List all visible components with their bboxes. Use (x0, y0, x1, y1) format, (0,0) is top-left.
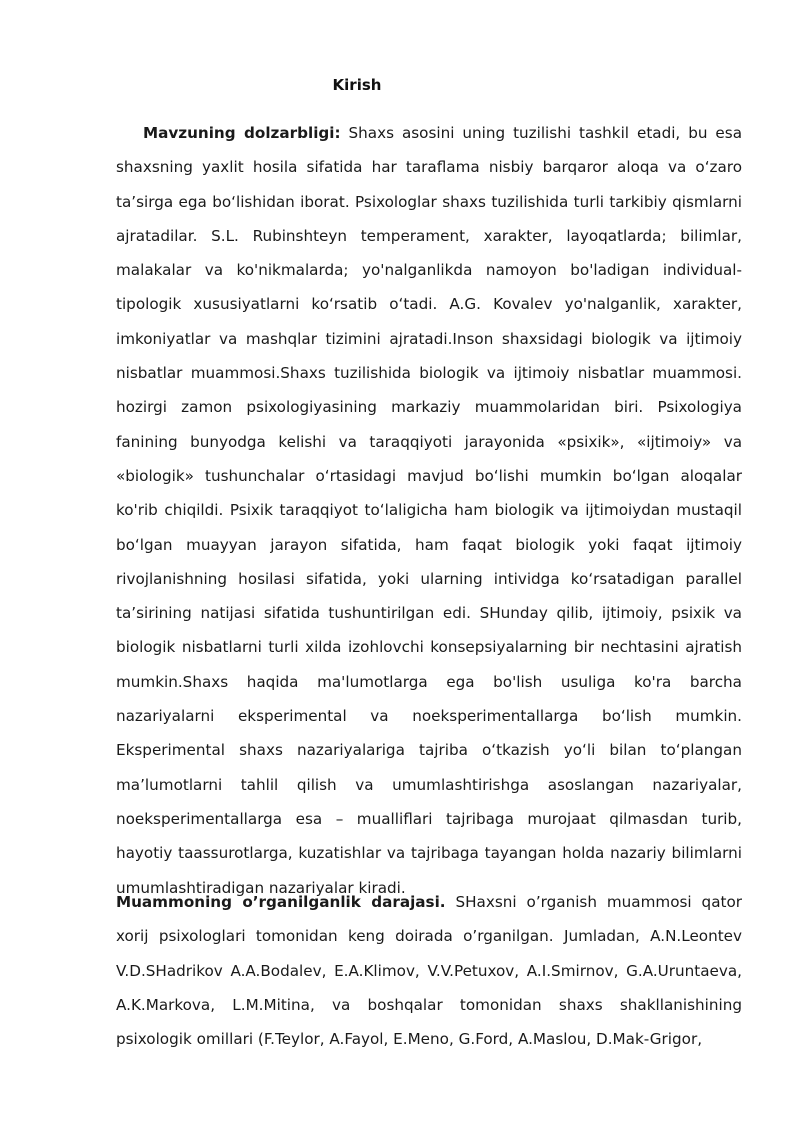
paragraph-relevance (116, 116, 742, 905)
paragraph-text-relevance: Shaxs asosini uning tuzilishi tashkil etadi, bu esa shaxsning yaxlit hosila sifatida har taraflama nisbiy barqaror aloqa va o‘zaro ta’sirga ega bo‘lishidan iborat. Psixologlar shaxs tuzilishida turli tarkibiy qismlarni ajratadilar. S.L. Rubinshteyn temperament, xarakter, layoqatlarda; bilimlar, malakalar va ko'nikmalarda; yo'nalganlikda namoyon bo'ladigan individual-tipologik xususiyatlarni koʻrsatib oʻtadi. A.G. Kovalev yo'nalganlik, xarakter, imkoniyatlar va mashqlar tizimini ajratadi.Inson shaxsidagi biologik va ijtimoiy nisbatlar muammosi.Shaxs tuzilishida biologik va ijtimoiy nisbatlar muammosi. hozirgi zamon psixologiyasining markaziy muammolaridan biri. Psixologiya fanining bunyodga kelishi va taraqqiyoti jarayonida «psixik», «ijtimoiy» va «biologik» tushunchalar oʻrtasidagi mavjud boʻlishi mumkin boʻlgan aloqalar ko'rib chiqildi. Psixik taraqqiyot toʻlaligicha ham biologik va ijtimoiydan mustaqil boʻlgan muayyan jarayon sifatida, ham faqat biologik yoki faqat ijtimoiy rivojlanishning hosilasi sifatida, yoki ularning intividga koʻrsatadigan parallel taʼsirining natijasi sifatida tushuntirilgan edi. SHunday qilib, ijtimoiy, psixik va biologik nisbatlarni turli xilda izohlovchi konsepsiyalarning bir nechtasini ajratish mumkin.Shaxs haqida ma'lumotlarga ega bo'lish usuliga ko'ra barcha nazariyalarni eksperimental va noeksperimentallarga boʻlish mumkin. Eksperimental shaxs nazariyalariga tajriba oʻtkazish yoʻli bilan toʻplangan maʼlumotlarni tahlil qilish va umumlashtirishga asoslangan nazariyalar, noeksperimentallarga esa – mualliflari tajribaga murojaat qilmasdan turib, hayotiy taassurotlarga, kuzatishlar va tajribaga tayangan holda nazariy bilimlarni umumlashtiradigan nazariyalar kiradi. (116, 124, 742, 897)
paragraph-heading-relevance: Mavzuning dolzarbligi: (143, 124, 341, 142)
paragraph-text-study-level: SHaxsni o’rganish muammosi qator xorij psixologlari tomonidan keng doirada o’rganilgan. Jumladan, A.N.Leontev V.D.SHadrikov A.A.Bodalev, E.A.Klimov, V.V.Petuxov, A.I.Smirnov, G.A.Uruntaeva, A.K.Markova, L.M.Mitina, va boshqalar tomonidan shaxs shakllanishining psixologik omillari (F.Teylor, A.Fayol, E.Meno, G.Ford, A.Maslou, D.Mak-Grigor, (116, 893, 742, 1049)
paragraph-heading-study-level: Muammoning o’rganilganlik darajasi. (116, 893, 446, 911)
page-title: Kirish (332, 76, 382, 94)
paragraph-study-level (116, 885, 742, 1056)
